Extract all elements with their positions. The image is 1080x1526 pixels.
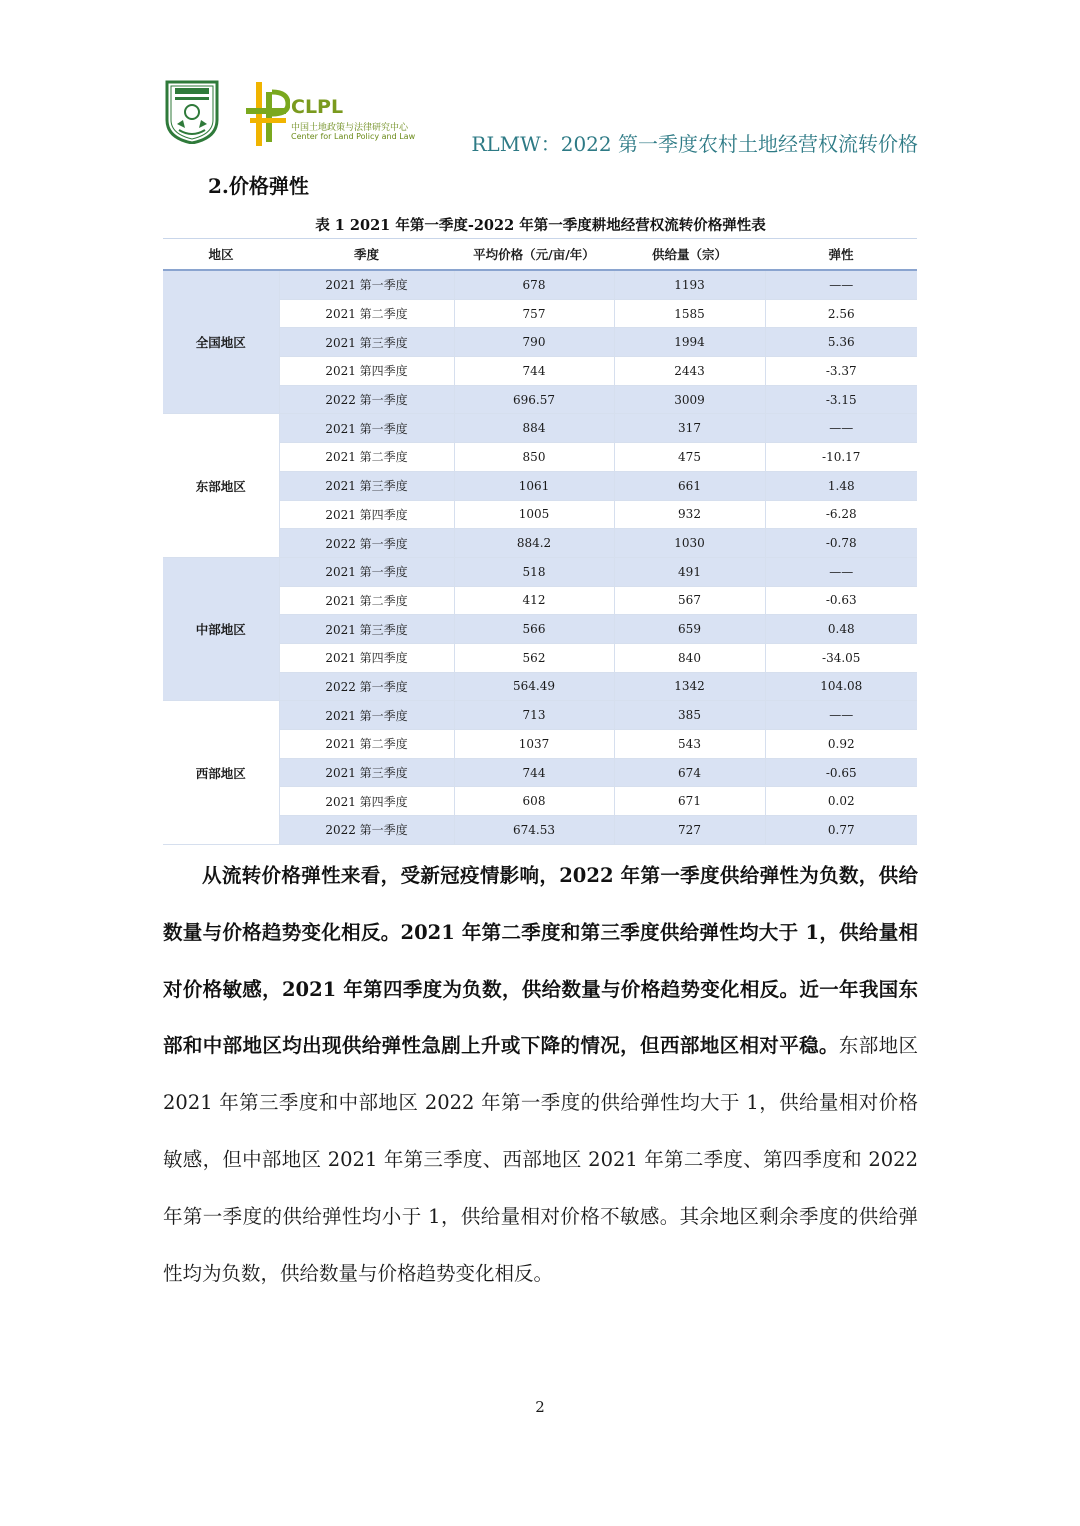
price-cell: 790: [454, 328, 614, 357]
header-title: RLMW：2022 第一季度农村土地经营权流转价格: [471, 132, 918, 156]
quarter-cell: 2021 第二季度: [279, 730, 454, 759]
price-cell: 674.53: [454, 816, 614, 845]
elasticity-cell: -0.78: [765, 529, 917, 558]
price-cell: 744: [454, 357, 614, 386]
column-header: 平均价格（元/亩/年）: [454, 239, 614, 271]
elasticity-cell: 0.92: [765, 730, 917, 759]
price-cell: 564.49: [454, 672, 614, 701]
supply-cell: 659: [614, 615, 765, 644]
quarter-cell: 2021 第四季度: [279, 787, 454, 816]
quarter-cell: 2021 第一季度: [279, 557, 454, 586]
region-cell: 东部地区: [163, 414, 279, 557]
table-row: [163, 270, 917, 299]
price-cell: 608: [454, 787, 614, 816]
elasticity-cell: 1.48: [765, 471, 917, 500]
quarter-cell: 2021 第二季度: [279, 443, 454, 472]
quarter-cell: 2021 第一季度: [279, 701, 454, 730]
quarter-cell: 2021 第三季度: [279, 471, 454, 500]
quarter-cell: 2022 第一季度: [279, 385, 454, 414]
quarter-cell: 2021 第四季度: [279, 357, 454, 386]
clpl-abbr: CLPL: [291, 96, 344, 118]
table-row: [163, 414, 917, 443]
supply-cell: 840: [614, 643, 765, 672]
table-header-row: [163, 239, 917, 271]
elasticity-cell: 0.77: [765, 816, 917, 845]
price-cell: 518: [454, 557, 614, 586]
university-seal-logo: [163, 80, 221, 144]
elasticity-cell: -34.05: [765, 643, 917, 672]
quarter-cell: 2021 第四季度: [279, 643, 454, 672]
elasticity-cell: -3.15: [765, 385, 917, 414]
table-body: [163, 270, 917, 844]
supply-cell: 1342: [614, 672, 765, 701]
elasticity-cell: ——: [765, 701, 917, 730]
elasticity-cell: -10.17: [765, 443, 917, 472]
elasticity-cell: -0.65: [765, 758, 917, 787]
analysis-paragraph: [163, 848, 918, 1302]
quarter-cell: 2021 第三季度: [279, 758, 454, 787]
quarter-cell: 2021 第三季度: [279, 615, 454, 644]
supply-cell: 661: [614, 471, 765, 500]
price-cell: 1037: [454, 730, 614, 759]
elasticity-cell: -6.28: [765, 500, 917, 529]
price-cell: 1005: [454, 500, 614, 529]
price-cell: 678: [454, 270, 614, 299]
elasticity-table: [163, 238, 917, 845]
supply-cell: 1030: [614, 529, 765, 558]
section-title: 2.价格弹性: [208, 174, 309, 198]
column-header: 季度: [279, 239, 454, 271]
price-cell: 412: [454, 586, 614, 615]
quarter-cell: 2021 第二季度: [279, 299, 454, 328]
elasticity-cell: 5.36: [765, 328, 917, 357]
supply-cell: 2443: [614, 357, 765, 386]
region-cell: 西部地区: [163, 701, 279, 844]
supply-cell: 475: [614, 443, 765, 472]
supply-cell: 317: [614, 414, 765, 443]
quarter-cell: 2021 第一季度: [279, 414, 454, 443]
price-cell: 1061: [454, 471, 614, 500]
quarter-cell: 2021 第一季度: [279, 270, 454, 299]
elasticity-cell: 0.48: [765, 615, 917, 644]
supply-cell: 1193: [614, 270, 765, 299]
price-cell: 884.2: [454, 529, 614, 558]
column-header: 地区: [163, 239, 279, 271]
supply-cell: 1994: [614, 328, 765, 357]
table-row: [163, 557, 917, 586]
price-cell: 757: [454, 299, 614, 328]
supply-cell: 674: [614, 758, 765, 787]
quarter-cell: 2022 第一季度: [279, 529, 454, 558]
paragraph-bold-text: 从流转价格弹性来看，受新冠疫情影响，2022 年第一季度供给弹性为负数，供给数量与价格趋势变化相反。2021 年第二季度和第三季度供给弹性均大于 1，供给量相对价格敏感，2021 年第四季度为负数，供给数量与价格趋势变化相反。近一年我国东部和中部地区均出现供给弹性急剧上升或下降的情况，但西部地区相对平稳。: [163, 864, 918, 1058]
page-number: 2: [535, 1398, 545, 1416]
elasticity-cell: ——: [765, 270, 917, 299]
elasticity-cell: 2.56: [765, 299, 917, 328]
region-cell: 全国地区: [163, 270, 279, 414]
elasticity-cell: ——: [765, 557, 917, 586]
table-caption: 表 1 2021 年第一季度-2022 年第一季度耕地经营权流转价格弹性表: [315, 217, 766, 234]
clpl-logo: [246, 82, 421, 146]
clpl-chinese-name: 中国土地政策与法律研究中心: [291, 123, 409, 133]
supply-cell: 1585: [614, 299, 765, 328]
price-cell: 562: [454, 643, 614, 672]
supply-cell: 3009: [614, 385, 765, 414]
elasticity-cell: -3.37: [765, 357, 917, 386]
elasticity-cell: ——: [765, 414, 917, 443]
elasticity-cell: 104.08: [765, 672, 917, 701]
quarter-cell: 2021 第二季度: [279, 586, 454, 615]
price-cell: 884: [454, 414, 614, 443]
clpl-english-name: Center for Land Policy and Law: [291, 132, 416, 141]
supply-cell: 491: [614, 557, 765, 586]
region-cell: 中部地区: [163, 557, 279, 700]
supply-cell: 932: [614, 500, 765, 529]
price-cell: 850: [454, 443, 614, 472]
elasticity-cell: -0.63: [765, 586, 917, 615]
quarter-cell: 2021 第三季度: [279, 328, 454, 357]
quarter-cell: 2022 第一季度: [279, 816, 454, 845]
column-header: 供给量（宗）: [614, 239, 765, 271]
quarter-cell: 2022 第一季度: [279, 672, 454, 701]
supply-cell: 543: [614, 730, 765, 759]
quarter-cell: 2021 第四季度: [279, 500, 454, 529]
elasticity-cell: 0.02: [765, 787, 917, 816]
price-cell: 566: [454, 615, 614, 644]
table-row: [163, 701, 917, 730]
price-cell: 713: [454, 701, 614, 730]
supply-cell: 385: [614, 701, 765, 730]
paragraph-normal-text: 东部地区 2021 年第三季度和中部地区 2022 年第一季度的供给弹性均大于 1，供给量相对价格敏感，但中部地区 2021 年第三季度、西部地区 2021 年第二季度、第四季度和 2022 年第一季度的供给弹性均小于 1，供给量相对价格不敏感。其余地区剩余季度的供给弹性均为负数，供给数量与价格趋势变化相反。: [163, 1034, 918, 1285]
supply-cell: 671: [614, 787, 765, 816]
column-header: 弹性: [765, 239, 917, 271]
price-cell: 744: [454, 758, 614, 787]
price-cell: 696.57: [454, 385, 614, 414]
page-header: [163, 80, 918, 156]
supply-cell: 567: [614, 586, 765, 615]
supply-cell: 727: [614, 816, 765, 845]
